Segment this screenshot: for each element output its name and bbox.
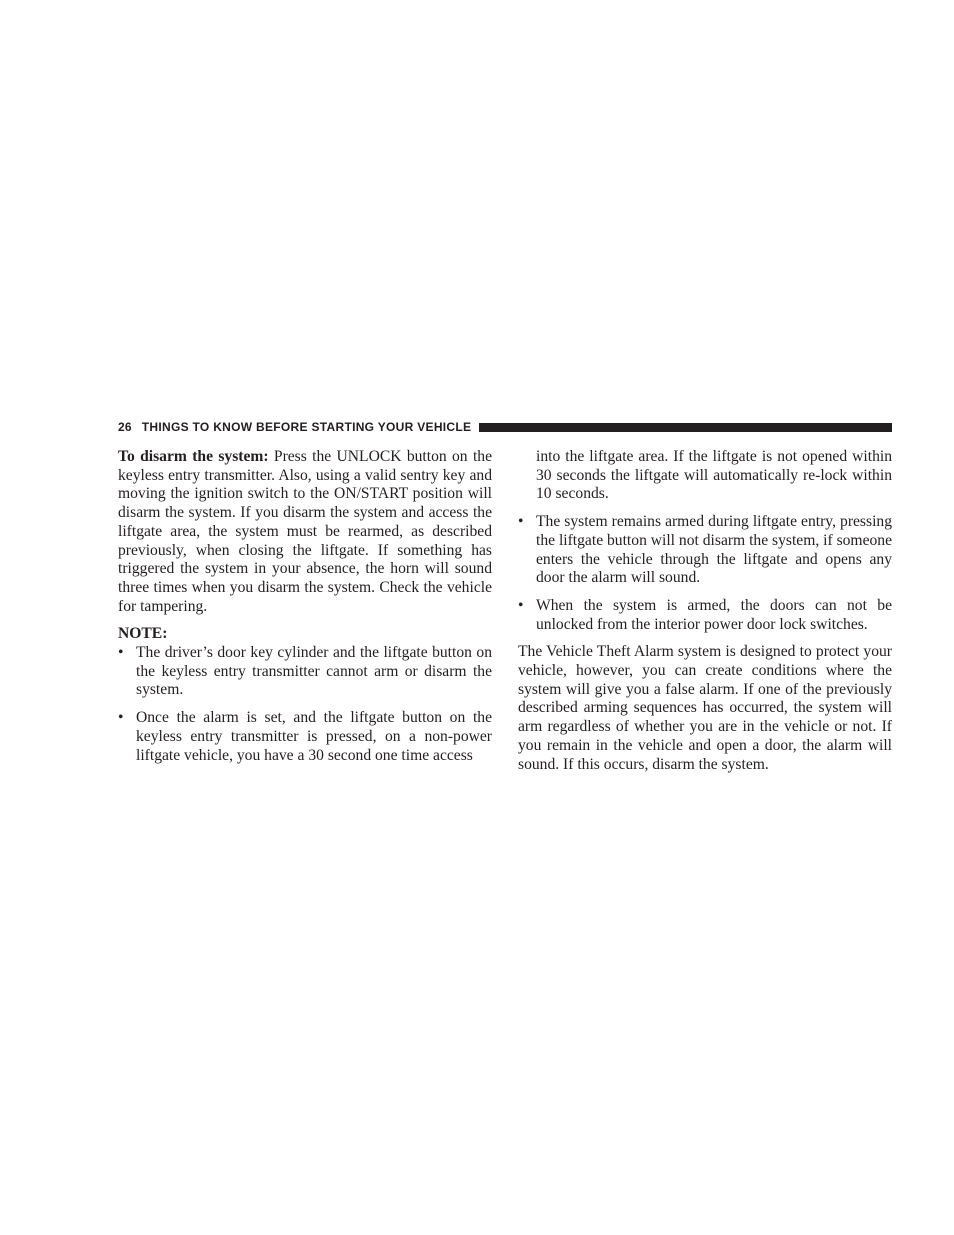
bullet-icon: •: [118, 709, 124, 727]
list-item-text: The driver’s door key cylinder and the liftgate button on the keyless entry transmitter cannot arm or disarm the system.: [136, 644, 492, 699]
left-column: [118, 448, 492, 774]
bullet-icon: •: [518, 513, 524, 531]
disarm-text: Press the UNLOCK button on the keyless entry transmitter. Also, using a valid sentry key and moving the ignition switch to the ON/START position will disarm the system. If you disarm the system and access the liftgate area, the system must be rearmed, as described previously, when closing the liftgate. If something has triggered the system in your absence, the horn will sound three times when you disarm the system. Check the vehicle for tampering.: [118, 448, 492, 615]
section-title: THINGS TO KNOW BEFORE STARTING YOUR VEHICLE: [141, 420, 472, 434]
list-item: [118, 644, 492, 700]
bullet-icon: •: [118, 644, 124, 662]
bullet-continuation: into the liftgate area. If the liftgate is not opened within 30 seconds the liftgate will automatically re-lock within 10 seconds.: [536, 448, 892, 503]
list-item-text: Once the alarm is set, and the liftgate button on the keyless entry transmitter is pressed, on a non-power liftgate vehicle, you have a 30 second one time access: [136, 709, 492, 764]
closing-paragraph: The Vehicle Theft Alarm system is designed to protect your vehicle, however, you can create conditions where the system will give you a false alarm. If one of the previously described arming sequences has occurred, the system will arm regardless of whether you are in the vehicle or not. If you remain in the vehicle and open a door, the alarm will sound. If this occurs, disarm the system.: [518, 643, 892, 773]
bullet-icon: •: [518, 596, 524, 614]
list-item: [518, 597, 892, 634]
list-item-text: When the system is armed, the doors can not be unlocked from the interior power door lock switches.: [536, 596, 892, 633]
disarm-paragraph: [118, 448, 492, 616]
right-column: [518, 448, 892, 774]
page-header: [118, 419, 892, 435]
header-rule: [479, 423, 892, 432]
disarm-lead: To disarm the system:: [118, 448, 269, 465]
list-item: [518, 513, 892, 588]
list-item: [118, 709, 492, 765]
note-label: NOTE:: [118, 625, 168, 643]
list-item-text: The system remains armed during liftgate entry, pressing the liftgate button will not disarm the system, if someone enters the vehicle through the liftgate and opens any door the alarm will sound.: [536, 513, 892, 587]
page-number: 26: [118, 420, 132, 434]
